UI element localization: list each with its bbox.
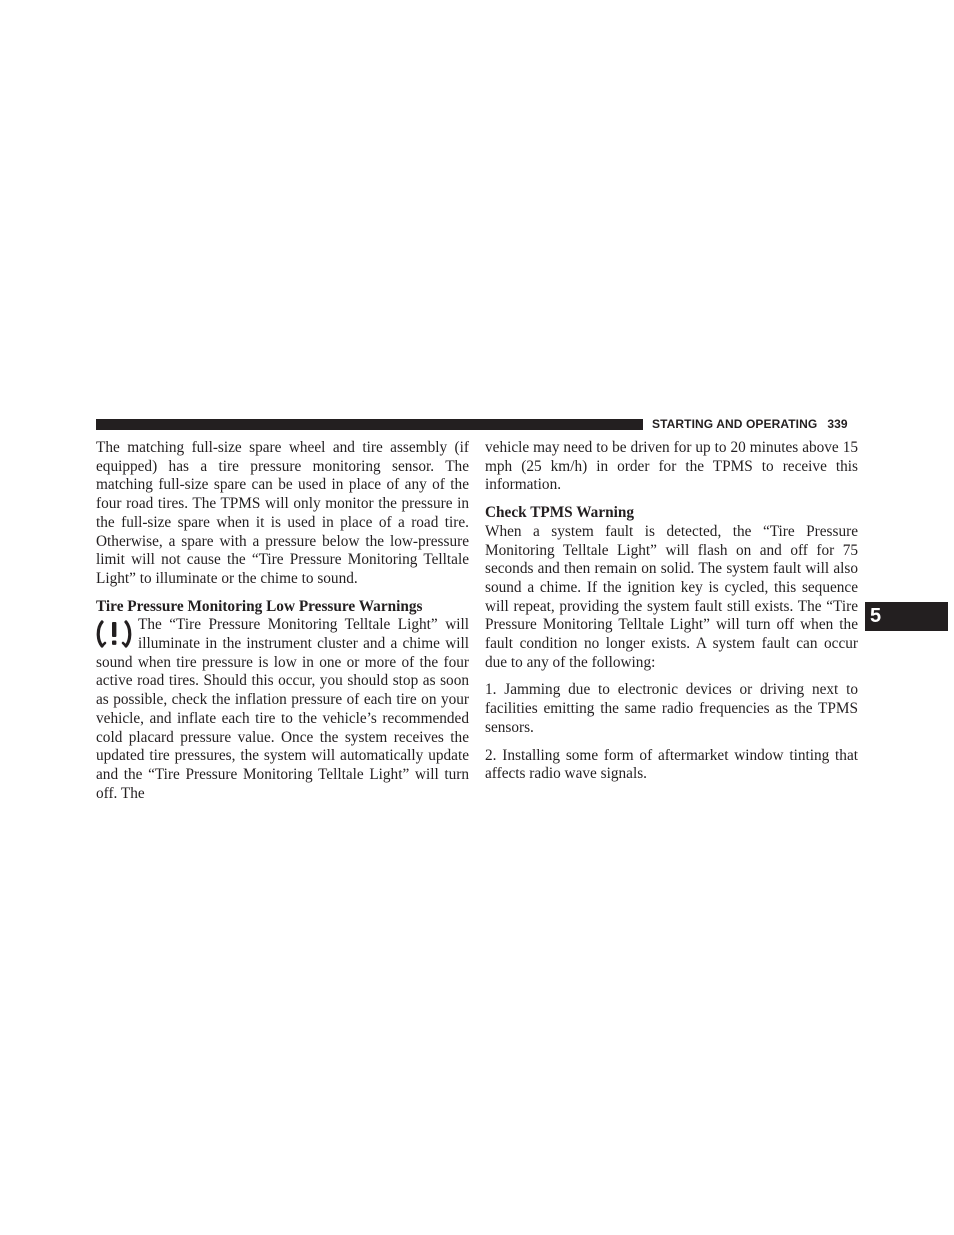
left-column xyxy=(96,439,469,803)
heading-check-tpms-warning: Check TPMS Warning xyxy=(485,504,635,522)
section-title: STARTING AND OPERATING xyxy=(652,417,818,431)
list-item: 1. Jamming due to electronic devices or driving next to facilities emitting the same radio frequencies as the TPMS sensors. xyxy=(485,681,858,736)
page-number: 339 xyxy=(827,417,848,431)
paragraph-check-tpms: When a system fault is detected, the “Tire Pressure Monitoring Telltale Light” will flash on and off for 75 seconds and then remain on solid. The system fault will also sound a chime. If the ignition key is cycled, this sequence will repeat, providing the system fault still exists. The “Tire Pressure Monitoring Telltale Light” will turn off when the fault condition no longer exists. A system fault can occur due to any of the following: xyxy=(485,522,858,671)
paragraph-low-pressure xyxy=(96,616,469,803)
paragraph-continued: vehicle may need to be driven for up to 20 minutes above 15 mph (25 km/h) in order for the TPMS to receive this information. xyxy=(485,439,858,494)
chapter-tab: 5 xyxy=(865,602,948,631)
heading-low-pressure-warnings: Tire Pressure Monitoring Low Pressure Warnings xyxy=(96,597,423,615)
header-rule xyxy=(96,419,643,430)
tire-pressure-warning-icon xyxy=(96,618,132,650)
paragraph-low-pressure-text: The “Tire Pressure Monitoring Telltale Light” will illuminate in the instrument cluster and a chime will sound when tire pressure is low in one or more of the four active road tires. Should this occur, you should stop as soon as possible, check the inflation pressure of each tire on your vehicle, and inflate each tire to the vehicle’s recommended cold placard pressure value. Once the system receives the updated tire pressures, the system will automatically update and the “Tire Pressure Monitoring Telltale Light” will turn off. The xyxy=(96,616,469,802)
right-column xyxy=(485,439,858,784)
paragraph-spare-tire: The matching full-size spare wheel and tire assembly (if equipped) has a tire pressure monitoring sensor. The matching full-size spare can be used in place of any of the four road tires. The TPMS will only monitor the pressure in the full-size spare when it is used in place of a road tire. Otherwise, a spare with a pressure below the low-pressure limit will not cause the “Tire Pressure Monitoring Telltale Light” to illuminate or the chime to sound. xyxy=(96,439,469,587)
list-item: 2. Installing some form of aftermarket window tinting that affects radio wave signals. xyxy=(485,746,858,783)
running-header xyxy=(652,417,848,431)
